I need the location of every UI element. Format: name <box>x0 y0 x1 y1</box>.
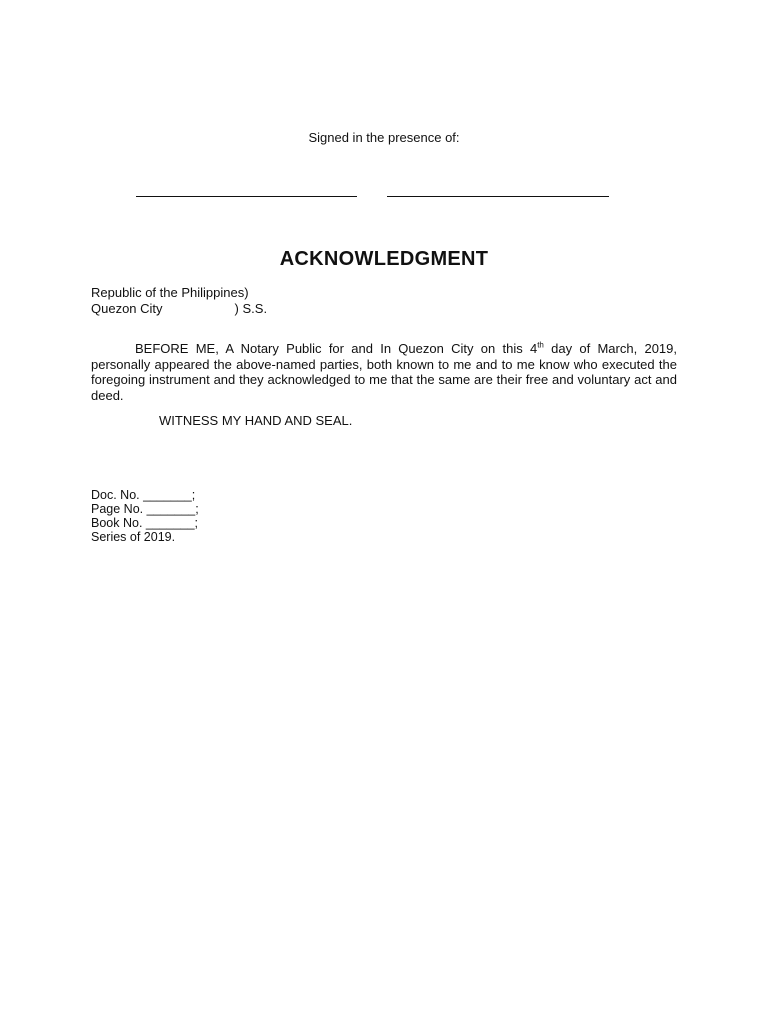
series-year: Series of 2019. <box>91 530 176 544</box>
witness-signature-line-1 <box>136 196 357 197</box>
book-number: Book No. _______; <box>91 516 199 530</box>
witness-signature-line-2 <box>387 196 609 197</box>
venue-block <box>91 285 267 317</box>
ordinal-suffix: th <box>537 340 544 350</box>
page-number: Page No. _______; <box>91 502 199 516</box>
venue-country: Republic of the Philippines) <box>91 285 249 300</box>
paragraph-part-2: day of March, 2019, personally appeared the above-named parties, both known to me and to me know who executed the foregoing instrument and they acknowledged to me that the same are their free and voluntary act and deed. <box>91 341 677 403</box>
doc-number: Doc. No. _______; <box>91 488 196 502</box>
venue-city: Quezon City <box>91 301 163 316</box>
venue-city-row <box>91 301 267 317</box>
presence-text: Signed in the presence of: <box>308 130 460 145</box>
document-title: ACKNOWLEDGMENT <box>279 248 489 270</box>
paragraph-part-1: BEFORE ME, A Notary Public for and In Quezon City on this 4 <box>135 341 538 356</box>
venue-ss: ) S.S. <box>234 301 268 316</box>
notarial-register-block <box>91 488 199 544</box>
witness-statement: WITNESS MY HAND AND SEAL. <box>159 413 353 428</box>
acknowledgment-paragraph <box>91 341 677 403</box>
